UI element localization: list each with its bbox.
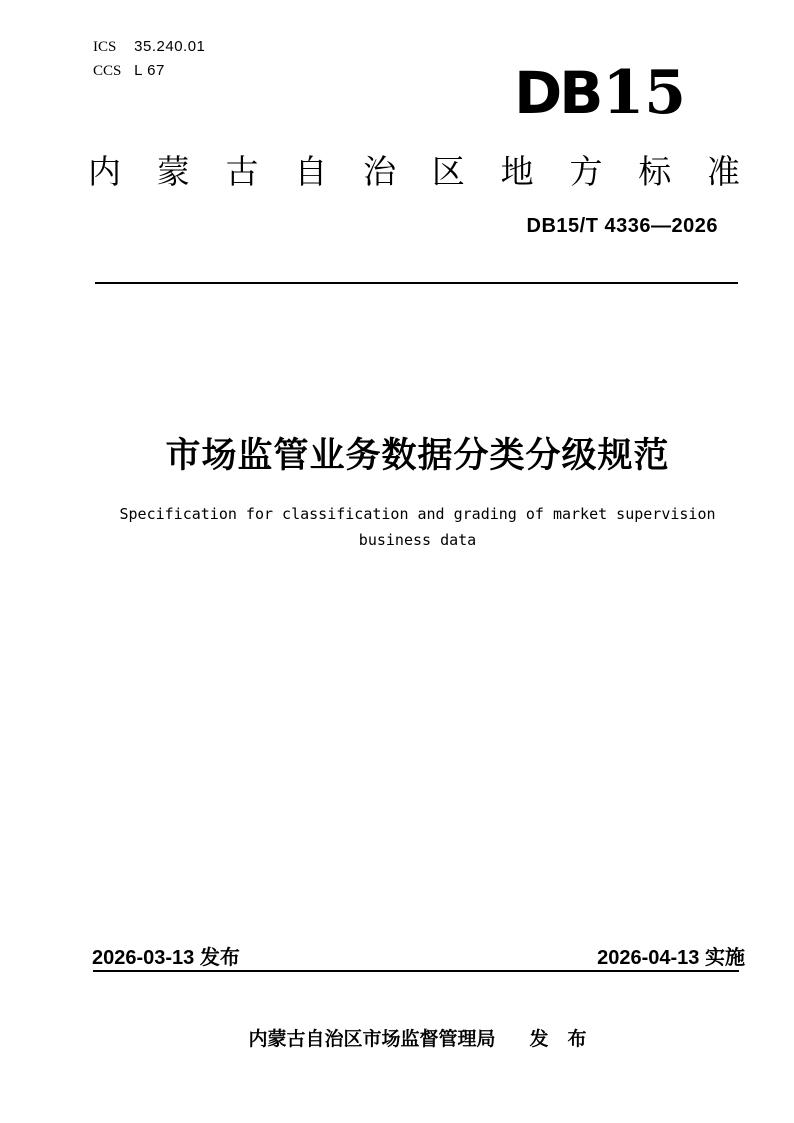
implementation-date: 2026-04-13 实施: [597, 947, 745, 969]
standard-category-title: 内蒙古自治区地方标准: [88, 153, 740, 190]
logo-number-text: 15: [602, 58, 686, 128]
document-title-en: [25, 501, 794, 553]
ics-row: [93, 35, 205, 59]
issue-date: 2026-03-13 发布: [92, 947, 240, 969]
bottom-divider: [93, 970, 739, 972]
publisher-line: [95, 1024, 740, 1051]
release-label: 发 布: [529, 1029, 587, 1050]
ccs-row: [93, 59, 205, 83]
title-en-line1: Specification for classification and grading of market supervision: [119, 505, 716, 523]
publisher-name: 内蒙古自治区市场监督管理局: [248, 1029, 496, 1050]
ccs-label: CCS: [93, 63, 122, 79]
title-en-line2: business data: [358, 531, 477, 549]
dates-row: [92, 941, 745, 970]
ics-ccs-block: [93, 35, 205, 83]
logo-db-text: DB: [514, 59, 601, 127]
db15-logo: [514, 58, 686, 128]
document-title-zh: 市场监管业务数据分类分级规范: [165, 436, 670, 475]
top-divider: [95, 282, 738, 284]
ics-label: ICS: [93, 39, 117, 55]
ccs-value: L 67: [134, 62, 165, 79]
ics-value: 35.240.01: [134, 38, 206, 55]
standard-number: DB15/T 4336—2026: [526, 215, 718, 237]
